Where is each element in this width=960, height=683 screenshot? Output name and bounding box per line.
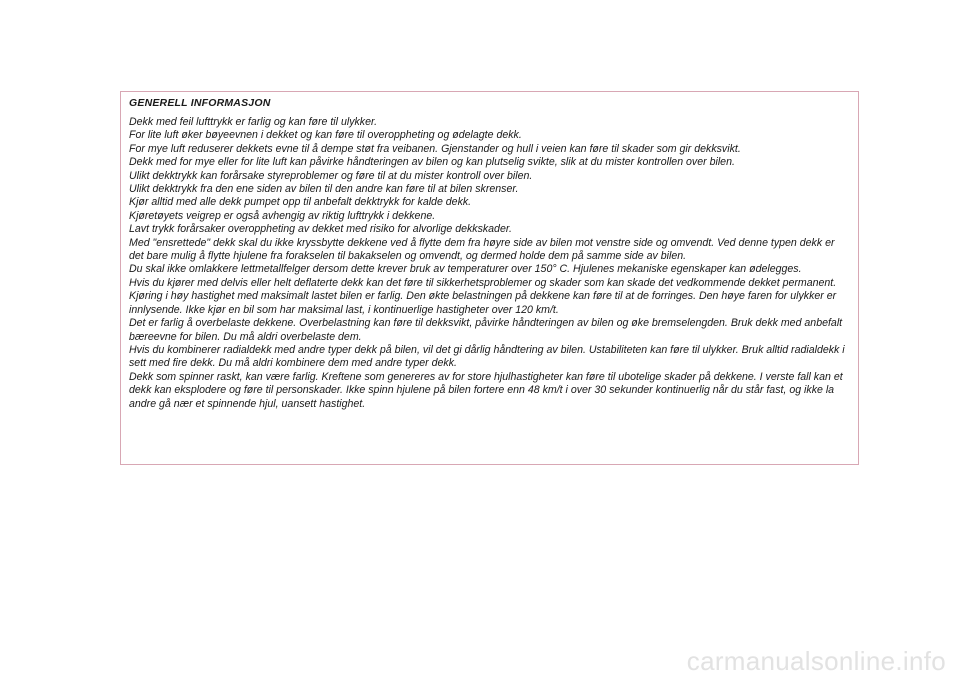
section-heading: GENERELL INFORMASJON: [129, 97, 271, 109]
paragraph-16: Dekk som spinner raskt, kan være farlig. Kreftene som genereres av for store hjulhastigheter kan føre til ubotelige skader på dekkene. I verste fall kan et dekk kan eksplodere og føre til personskader. Ikke spinn hjulene på bilen fortere enn 48 km/t i over 30 sekunder kontinuerlig når du står fast, og ikke la andre gå nær et spinnende hjul, uansett hastighet.: [129, 370, 843, 410]
paragraph-5: Ulikt dekktrykk kan forårsake styreproblemer og føre til at du mister kontroll over bilen.: [129, 169, 533, 182]
paragraph-15: Hvis du kombinerer radialdekk med andre typer dekk på bilen, vil det gi dårlig håndtering av bilen. Ustabiliteten kan føre til ulykker. Bruk alltid radialdekk i sett med fire dekk. Du må aldri kombinere dem med andre typer dekk.: [129, 343, 845, 370]
paragraph-10: Med "ensrettede" dekk skal du ikke kryssbytte dekkene ved å flytte dem fra høyre side av bilen mot venstre side og omvendt. Ved denne typen dekk er det bare mulig å flytte hjulene fra forakselen til bakakselen og omvendt, og dermed holde dem på samme side av bilen.: [129, 236, 835, 263]
general-information-box: [120, 91, 859, 465]
paragraph-1: Dekk med feil lufttrykk er farlig og kan føre til ulykker.: [129, 116, 378, 128]
paragraph-12: Hvis du kjører med delvis eller helt deflaterte dekk kan det føre til sikkerhetsproblemer og skader som kan skade det vedkommende dekket permanent.: [129, 276, 837, 289]
paragraph-6: Ulikt dekktrykk fra den ene siden av bilen til den andre kan føre til at bilen skrenser.: [129, 183, 519, 196]
paragraph-3: For mye luft reduserer dekkets evne til å dempe støt fra veibanen. Gjenstander og hull i veien kan føre til skader som gir dekksvikt.: [129, 142, 741, 155]
paragraph-2: For lite luft øker bøyeevnen i dekket og kan føre til overoppheting og ødelagte dekk.: [129, 129, 522, 142]
watermark-text: carmanualsonline.info: [686, 646, 946, 676]
paragraph-7: Kjør alltid med alle dekk pumpet opp til anbefalt dekktrykk for kalde dekk.: [129, 196, 472, 209]
section-body: [129, 116, 852, 411]
paragraph-4: Dekk med for mye eller for lite luft kan påvirke håndteringen av bilen og kan plutselig svikte, slik at du mister kontrollen over bilen.: [129, 156, 735, 169]
paragraph-13: Kjøring i høy hastighet med maksimalt lastet bilen er farlig. Den økte belastningen på dekkene kan føre til at de forringes. Den høye faren for ulykker er innlysende. Ikke kjør en bil som har maksimal last, i kontinuerlige hastigheter over 120 km/t.: [129, 290, 837, 316]
paragraph-9: Lavt trykk forårsaker overoppheting av dekket med risiko for alvorlige dekkskader.: [129, 223, 512, 236]
paragraph-14: Det er farlig å overbelaste dekkene. Overbelastning kan føre til dekksvikt, påvirke håndteringen av bilen og øke bremselengden. Bruk dekk med anbefalt bæreevne for bilen. Du må aldri overbelaste dem.: [129, 317, 843, 343]
paragraph-8: Kjøretøyets veigrep er også avhengig av riktig lufttrykk i dekkene.: [129, 209, 436, 222]
paragraph-11: Du skal ikke omlakkere lettmetallfelger dersom dette krever bruk av temperaturer over 150° C. Hjulenes mekaniske egenskaper kan ødelegges.: [129, 263, 802, 276]
